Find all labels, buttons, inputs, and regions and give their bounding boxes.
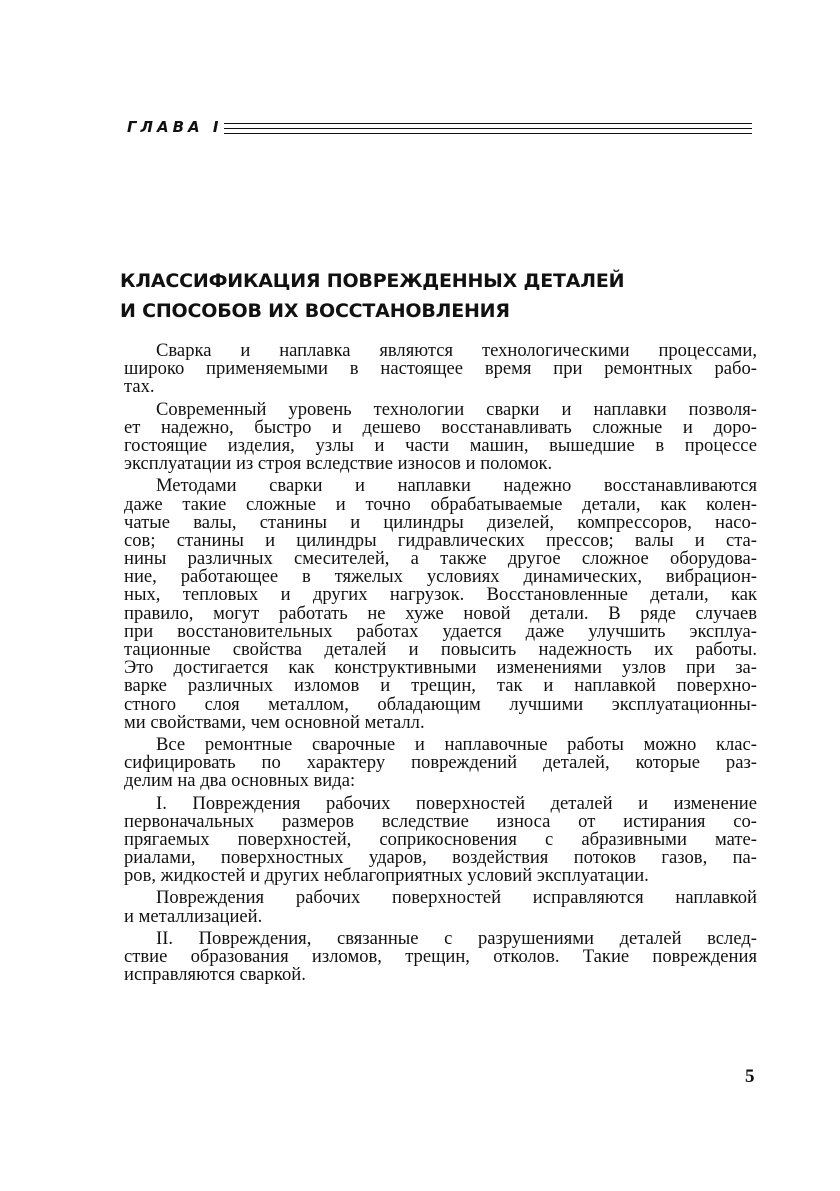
paragraph-line: тационные свойства деталей и повысить надежность их работы. [124, 639, 757, 660]
paragraph-line: Методами сварки и наплавки надежно восстанавливаются [156, 475, 757, 497]
paragraph-line: чатые валы, станины и цилиндры дизелей, компрессоров, насо- [124, 511, 757, 533]
paragraph [124, 927, 757, 986]
paragraph-line: I. Повреждения рабочих поверхностей деталей и изменение [156, 792, 757, 814]
paragraph [124, 398, 757, 475]
header-rule [224, 128, 752, 129]
paragraph-line: риалами, поверхностных ударов, воздействия потоков газов, па- [124, 847, 757, 869]
paragraph-line: первоначальных размеров вследствие износа от истирания со- [124, 810, 757, 832]
paragraph-line: ет надежно, быстро и дешево восстанавливать сложные и доро- [124, 416, 757, 438]
paragraph-line: и металлизацией. [124, 905, 263, 927]
paragraph-line: ных, тепловых и других нагрузок. Восстановленные детали, как [124, 584, 757, 606]
header-rule [224, 123, 752, 124]
paragraph-line: Все ремонтные сварочные и наплавочные работы можно клас- [156, 733, 757, 755]
paragraph-line: даже такие сложные и точно обрабатываемые детали, как колен- [124, 493, 757, 515]
paragraph-line: Это достигается как конструктивными изменениями узлов при за- [124, 657, 757, 679]
paragraph-line: Повреждения рабочих поверхностей исправляются наплавкой [156, 887, 757, 909]
paragraph-line: широко применяемыми в настоящее время при ремонтных рабо- [124, 358, 757, 380]
paragraph-line: II. Повреждения, связанные с разрушениями деталей вслед- [156, 927, 757, 949]
paragraph-line: правило, могут работать не хуже новой детали. В ряде случаев [124, 602, 757, 624]
section-title-line: И СПОСОБОВ ИХ ВОССТАНОВЛЕНИЯ [120, 300, 510, 322]
paragraph-line: исправляются сваркой. [124, 964, 306, 986]
section-title [120, 266, 680, 326]
chapter-label: ГЛАВА I [127, 118, 223, 136]
paragraph [124, 477, 757, 732]
paragraph [124, 733, 757, 792]
paragraph-line: Современный уровень технологии сварки и наплавки позволя- [156, 398, 757, 420]
paragraph-line: сов; станины и цилиндры гидравлических прессов; валы и ста- [124, 529, 757, 551]
paragraph-line: ствие образования изломов, трещин, отколов. Такие повреждения [124, 946, 757, 967]
paragraph-line: делим на два основных вида: [124, 770, 356, 792]
paragraph [124, 792, 757, 887]
page-number: 5 [745, 1066, 755, 1087]
paragraph-line: эксплуатации из строя вследствие износов и поломок. [124, 453, 553, 475]
paragraph-line: стного слоя металлом, обладающим лучшими эксплуатационны- [124, 693, 757, 715]
section-title-line: КЛАССИФИКАЦИЯ ПОВРЕЖДЕННЫХ ДЕТАЛЕЙ [120, 270, 625, 292]
body-text [124, 342, 757, 988]
paragraph-line: варке различных изломов и трещин, так и наплавкой поверхно- [124, 675, 757, 697]
paragraph-line: Сварка и наплавка являются технологическими процессами, [156, 340, 757, 361]
paragraph [124, 342, 757, 397]
paragraph-line: прягаемых поверхностей, соприкосновения с абразивными мате- [124, 828, 757, 850]
chapter-header [127, 117, 752, 137]
paragraph-line: ров, жидкостей и других неблагоприятных условий эксплуатации. [124, 865, 649, 887]
paragraph-line: сифицировать по характеру повреждений деталей, которые раз- [124, 752, 757, 774]
paragraph-line: при восстановительных работах удается даже улучшить эксплуа- [124, 620, 757, 642]
paragraph-line: тах. [124, 376, 155, 398]
paragraph-line: нины различных смесителей, а также другое сложное оборудова- [124, 548, 757, 570]
paragraph [124, 889, 757, 925]
paragraph-line: гостоящие изделия, узлы и части машин, вышедшие в процессе [124, 434, 757, 456]
paragraph-line: ние, работающее в тяжелых условиях динамических, вибрацион- [124, 566, 757, 588]
header-rule [224, 133, 752, 134]
paragraph-line: ми свойствами, чем основной металл. [124, 711, 425, 733]
